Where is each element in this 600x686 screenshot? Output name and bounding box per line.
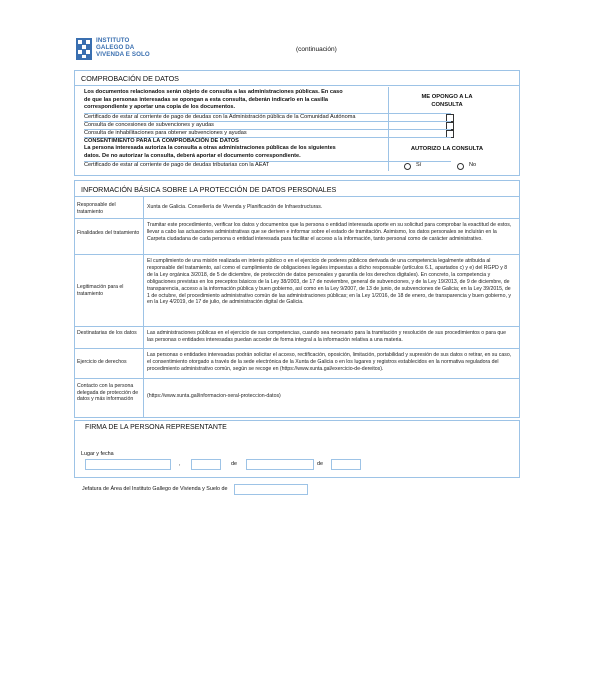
aeat-item: Certificado de estar al corriente de pago de deudas tributarias con la AEAT: [84, 162, 270, 168]
place-date-label: Lugar y fecha: [81, 451, 114, 457]
consult-item: Consulta de inhabilitaciones para obtener subvenciones y ayudas: [84, 130, 247, 136]
oppose-header-line: CONSULTA: [431, 102, 463, 108]
privacy-row-label: Ejercicio de derechos: [77, 359, 127, 365]
office-input[interactable]: [234, 484, 308, 495]
privacy-row: [75, 218, 519, 255]
section-title: FIRMA DE LA PERSONA REPRESENTANTE: [85, 424, 227, 431]
privacy-row: [75, 378, 519, 417]
place-input[interactable]: [85, 459, 171, 470]
data-protection-section: [74, 180, 520, 418]
separator-comma: ,: [179, 461, 181, 467]
consult-intro: [84, 89, 390, 112]
privacy-row-text: Las administraciones públicas en el ejercicio de sus competencias, cuando sea necesario para la tramitación y resolución de sus procedimientos o para que las personas o entidades interesadas puedan acceder de forma integral a la información relativa a una materia.: [147, 330, 507, 343]
privacy-row-label: Responsable del tratamiento: [77, 202, 116, 215]
authorize-header: AUTORIZO LA CONSULTA: [410, 146, 484, 152]
no-label: No: [469, 162, 477, 168]
authorize-block: [84, 138, 384, 160]
logo-line: INSTITUTO: [96, 37, 130, 44]
privacy-row-label: Finalidades del tratamiento: [77, 230, 140, 236]
institute-logo-text: [96, 37, 150, 58]
privacy-row-text: Tramitar este procedimiento, verificar los datos y documentos que la persona o entidad interesada aporte en su solicitud para comprobar la exactitud de estos, llevar a cabo las actuaciones administrativas que se deriven e informar sobre el estado de tramitación. Asimismo, los datos personales se incluirán en la Carpeta ciudadana de cada persona o entidad interesada para facilitar el acceso a la información, tanto personal como de carácter administrativo.: [147, 222, 512, 242]
month-input[interactable]: [246, 459, 314, 470]
privacy-row: [75, 254, 519, 327]
intro-line: correspondiente y aportar una copia de los documentos.: [84, 104, 236, 111]
consult-item: Certificado de estar al corriente de pago de deudas con la Administración pública de la Comunidad Autónoma: [84, 114, 356, 120]
privacy-row-text: Las personas o entidades interesadas podrán solicitar el acceso, rectificación, oposición, limitación, portabilidad y supresión de sus datos o retirar, en su caso, el consentimiento otorgado a través de la sede electrónica de la Xunta de Galicia o en los lugares y registros establecidos en la normativa reguladora del procedimiento administrativo común, según se recoge en (https://www.xunta.gal/exercicio-de-dereitos).: [147, 352, 512, 372]
privacy-row: [75, 326, 519, 349]
signature-section: [74, 420, 520, 478]
continuation-label: (continuación): [296, 46, 337, 53]
logo-line: GALEGO DA: [96, 44, 135, 51]
authorize-yes-radio[interactable]: [404, 163, 411, 170]
privacy-row-text: Xunta de Galicia. Consellería de Vivenda y Planificación de Infraestructuras.: [147, 204, 323, 210]
logo-line: VIVENDA E SOLO: [96, 51, 150, 58]
consult-item: Consulta de concesiones de subvenciones y ayudas: [84, 122, 214, 128]
authorize-title: CONSENTIMIENTO PARA LA COMPROBACIÓN DE DATOS: [84, 138, 239, 144]
section-title: INFORMACIÓN BÁSICA SOBRE LA PROTECCIÓN DE DATOS PERSONALES: [81, 185, 337, 194]
office-label: Jefatura de Área del Instituto Gallego de Vivienda y Suelo de: [82, 486, 228, 492]
authorize-line: La persona interesada autoriza la consulta a otras administraciones públicas de los siguientes: [84, 145, 336, 152]
separator-de: de: [231, 461, 237, 467]
authorize-line: datos. De no autorizar la consulta, deberá aportar el documento correspondiente.: [84, 152, 301, 159]
intro-line: Los documentos relacionados serán objeto de consulta a las administraciones públicas. En caso: [84, 89, 343, 95]
day-input[interactable]: [191, 459, 221, 470]
separator-de: de: [317, 461, 323, 467]
privacy-row-label: Contacto con la persona delegada de protección de datos y más información: [77, 383, 139, 403]
data-verification-section: [74, 70, 520, 176]
privacy-row-label: Legitimación para el tratamiento: [77, 284, 124, 297]
privacy-row: [75, 348, 519, 379]
yes-label: Sí: [416, 162, 422, 168]
privacy-link[interactable]: (https://www.xunta.gal/informacion-xeral-proteccion-datos): [147, 393, 281, 399]
privacy-row-text: El cumplimiento de una misión realizada en interés público o en el ejercicio de poderes públicos derivada de una competencia legalmente atribuida al responsable del tratamiento, así como el cumplimiento de obligaciones legales impuestas a dicho responsable (artículos 6.1, apartados c) y e) del RGPD y 8 de la Ley orgánica 3/2018, de 5 de diciembre, de protección de datos personales y garantía de los derechos digitales). En concreto, la competencia y obligaciones previstas en los preceptos básicos de la Ley 38/2003, de 17 de noviembre, general de subvenciones, y de la Ley 19/2013, de 9 de diciembre, de transparencia, acceso a la información pública y buen gobierno, así como en la Ley 9/2007, de 13 de junio, de subvenciones de Galicia; en la Ley 39/2015, de 1 de octubre, del procedimiento administrativo común de las administraciones públicas; en la Ley 1/2016, de 18 de enero, de transparencia y buen gobierno, y en la Ley 4/2019, de 17 de julio, de administración digital de Galicia.: [147, 258, 511, 306]
oppose-header: [391, 93, 503, 109]
privacy-row-label: Destinatarias de los datos: [77, 330, 137, 336]
intro-line: de que las personas interesadas se opongan a esta consulta, deberán indicarlo en la casilla: [84, 96, 329, 103]
year-input[interactable]: [331, 459, 361, 470]
oppose-header-line: ME OPONGO A LA: [421, 94, 473, 100]
authorize-no-radio[interactable]: [457, 163, 464, 170]
section-title: COMPROBACIÓN DE DATOS: [81, 74, 179, 83]
xunta-logo-icon: [76, 38, 92, 60]
privacy-row: [75, 196, 519, 219]
